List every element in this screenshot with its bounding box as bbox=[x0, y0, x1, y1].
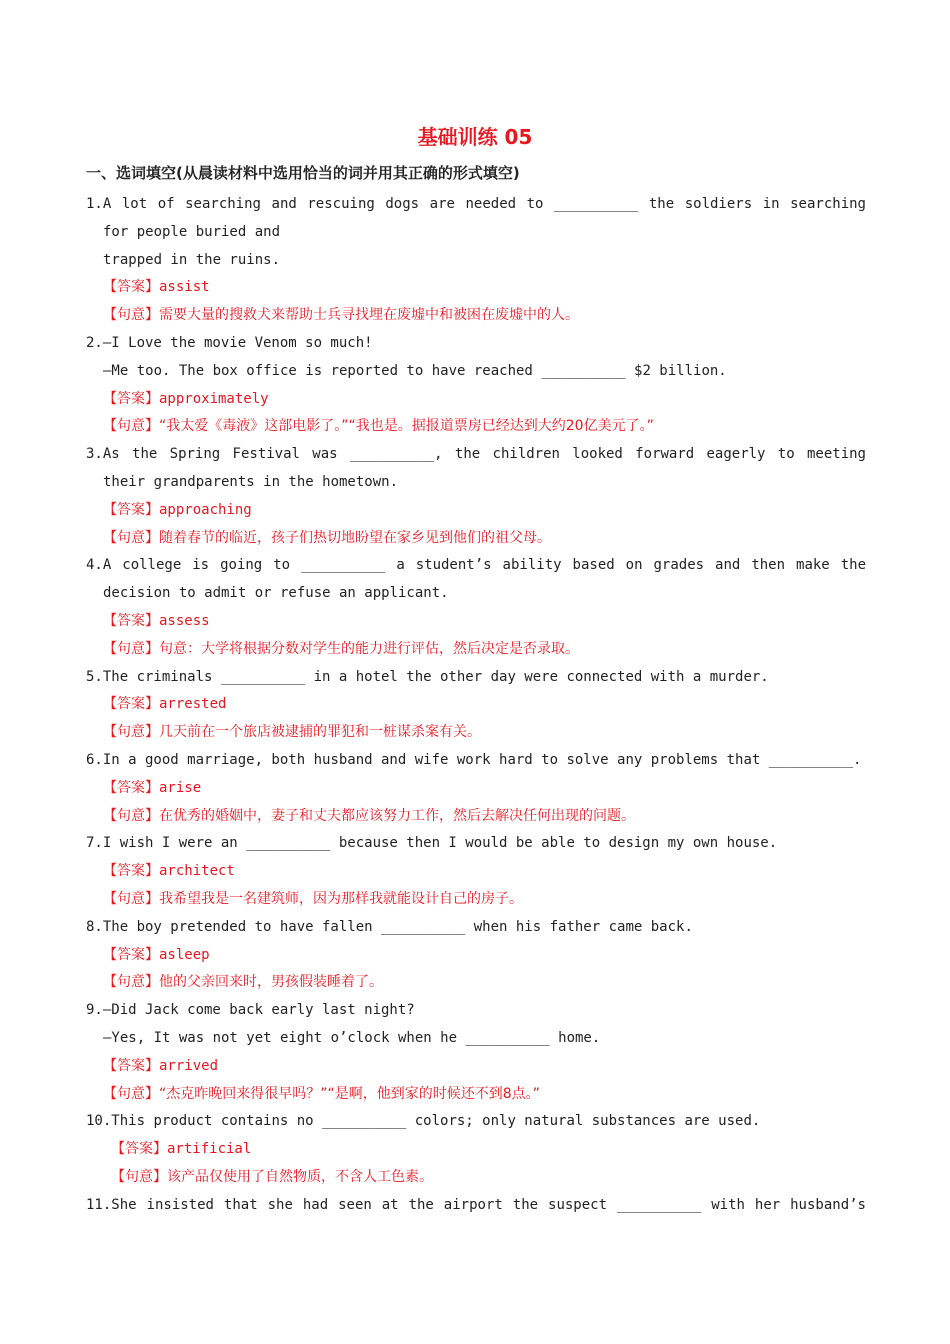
question-line bbox=[86, 997, 866, 1025]
question-line: for people buried and bbox=[103, 223, 281, 240]
answer-text: approximately bbox=[159, 390, 269, 407]
question-line bbox=[86, 914, 866, 942]
meaning-text: 该产品仅使用了自然物质，不含人工色素。 bbox=[167, 1168, 433, 1185]
question-number: 8. bbox=[86, 918, 103, 935]
question-line: decision to admit or refuse an applicant. bbox=[103, 585, 449, 602]
question-number: 10. bbox=[86, 1113, 112, 1130]
section-heading: 一、选词填空(从晨读材料中选用恰当的词并用其正确的形式填空) bbox=[86, 164, 520, 182]
meaning-text: 几天前在一个旅店被逮捕的罪犯和一桩谋杀案有关。 bbox=[159, 724, 481, 741]
answer-text: assist bbox=[159, 279, 210, 296]
answer-tag: 【答案】 bbox=[103, 696, 159, 713]
answer-tag: 【答案】 bbox=[103, 1057, 159, 1074]
question-line bbox=[86, 191, 866, 219]
page-title: 基础训练 05 bbox=[417, 125, 533, 149]
meaning-tag: 【句意】 bbox=[103, 418, 159, 435]
meaning-text: “杰克昨晚回来得很早吗？”“是啊，他到家的时候还不到8点。” bbox=[159, 1085, 540, 1102]
meaning-line bbox=[86, 525, 866, 553]
answer-line bbox=[86, 497, 866, 525]
meaning-text: 需要大量的搜救犬来帮助士兵寻找埋在废墟中和被困在废墟中的人。 bbox=[159, 307, 579, 324]
question-line bbox=[86, 1108, 866, 1136]
meaning-tag: 【句意】 bbox=[103, 307, 159, 324]
question-number: 11. bbox=[86, 1196, 112, 1213]
question-2 bbox=[86, 330, 866, 441]
meaning-line bbox=[86, 1164, 866, 1192]
question-text: The criminals __________ in a hotel the other day were connected with a murder. bbox=[102, 668, 769, 685]
question-list bbox=[86, 191, 866, 1219]
answer-tag: 【答案】 bbox=[103, 279, 159, 296]
meaning-text: 随着春节的临近，孩子们热切地盼望在家乡见到他们的祖父母。 bbox=[159, 529, 551, 546]
question-line bbox=[86, 664, 866, 692]
question-line: their grandparents in the hometown. bbox=[103, 473, 399, 490]
question-text: This product contains no __________ colors; only natural substances are used. bbox=[111, 1113, 761, 1130]
meaning-text: 在优秀的婚姻中，妻子和丈夫都应该努力工作，然后去解决任何出现的问题。 bbox=[159, 807, 635, 824]
question-10 bbox=[86, 1108, 866, 1191]
answer-tag: 【答案】 bbox=[103, 779, 159, 796]
meaning-tag: 【句意】 bbox=[111, 1168, 167, 1185]
meaning-line bbox=[86, 719, 866, 747]
meaning-line bbox=[86, 1081, 866, 1109]
question-text: A college is going to __________ a student’s ability based on grades and then make the bbox=[102, 557, 866, 574]
question-3 bbox=[86, 441, 866, 552]
answer-tag: 【答案】 bbox=[111, 1141, 167, 1158]
question-line bbox=[86, 1192, 866, 1220]
question-number: 9. bbox=[86, 1002, 103, 1019]
question-number: 7. bbox=[86, 835, 103, 852]
question-line bbox=[86, 747, 866, 775]
question-text: A lot of searching and rescuing dogs are needed to __________ the soldiers in searching bbox=[102, 196, 866, 212]
question-number: 4. bbox=[86, 557, 103, 574]
meaning-line bbox=[86, 803, 866, 831]
question-line bbox=[86, 330, 866, 358]
answer-text: asleep bbox=[159, 946, 210, 963]
answer-text: arrested bbox=[159, 696, 227, 713]
question-text: In a good marriage, both husband and wife work hard to solve any problems that __________. bbox=[102, 751, 862, 768]
meaning-tag: 【句意】 bbox=[103, 724, 159, 741]
meaning-line bbox=[86, 886, 866, 914]
question-line: trapped in the ruins. bbox=[103, 251, 281, 268]
answer-line bbox=[86, 608, 866, 636]
question-11 bbox=[86, 1192, 866, 1220]
meaning-line bbox=[86, 636, 866, 664]
meaning-text: “我太爱《毒液》这部电影了。”“我也是。据报道票房已经达到大约20亿美元了。” bbox=[159, 418, 654, 435]
meaning-text: 句意：大学将根据分数对学生的能力进行评估，然后决定是否录取。 bbox=[159, 640, 579, 657]
question-1 bbox=[86, 191, 866, 330]
answer-line bbox=[86, 1136, 866, 1164]
meaning-text: 他的父亲回来时，男孩假装睡着了。 bbox=[159, 974, 383, 991]
meaning-line bbox=[86, 302, 866, 330]
question-text: —I Love the movie Venom so much! bbox=[102, 334, 373, 351]
answer-text: approaching bbox=[159, 501, 252, 518]
answer-tag: 【答案】 bbox=[103, 390, 159, 407]
question-7 bbox=[86, 830, 866, 913]
meaning-tag: 【句意】 bbox=[103, 640, 159, 657]
answer-line bbox=[86, 691, 866, 719]
answer-tag: 【答案】 bbox=[103, 863, 159, 880]
question-line: —Yes, It was not yet eight o’clock when he __________ home. bbox=[103, 1029, 601, 1046]
answer-line bbox=[86, 274, 866, 302]
meaning-line bbox=[86, 969, 866, 997]
answer-text: arise bbox=[159, 779, 202, 796]
question-line bbox=[86, 552, 866, 580]
answer-line bbox=[86, 775, 866, 803]
question-5 bbox=[86, 664, 866, 747]
answer-line bbox=[86, 1053, 866, 1081]
meaning-tag: 【句意】 bbox=[103, 890, 159, 907]
meaning-tag: 【句意】 bbox=[103, 529, 159, 546]
question-line bbox=[86, 830, 866, 858]
question-6 bbox=[86, 747, 866, 830]
meaning-line bbox=[86, 413, 866, 441]
question-text: As the Spring Festival was __________, the children looked forward eagerly to meeting bbox=[102, 446, 866, 463]
answer-line bbox=[86, 942, 866, 970]
question-number: 6. bbox=[86, 751, 103, 768]
answer-tag: 【答案】 bbox=[103, 946, 159, 963]
meaning-tag: 【句意】 bbox=[103, 1085, 159, 1102]
question-number: 5. bbox=[86, 668, 103, 685]
question-9 bbox=[86, 997, 866, 1108]
answer-tag: 【答案】 bbox=[103, 612, 159, 629]
answer-text: artificial bbox=[167, 1141, 252, 1158]
answer-line bbox=[86, 858, 866, 886]
question-number: 1. bbox=[86, 196, 103, 212]
question-text: —Did Jack come back early last night? bbox=[102, 1002, 415, 1019]
question-text: She insisted that she had seen at the airport the suspect __________ with her husband’s bbox=[111, 1196, 866, 1213]
answer-text: arrived bbox=[159, 1057, 219, 1074]
question-8 bbox=[86, 914, 866, 997]
question-text: I wish I were an __________ because then I would be able to design my own house. bbox=[102, 835, 778, 852]
question-number: 2. bbox=[86, 334, 103, 351]
question-4 bbox=[86, 552, 866, 663]
question-number: 3. bbox=[86, 446, 103, 463]
question-line bbox=[86, 441, 866, 469]
answer-text: architect bbox=[159, 863, 235, 880]
answer-line bbox=[86, 386, 866, 414]
question-line: —Me too. The box office is reported to have reached __________ $2 billion. bbox=[103, 362, 727, 379]
meaning-tag: 【句意】 bbox=[103, 807, 159, 824]
answer-text: assess bbox=[159, 612, 210, 629]
meaning-tag: 【句意】 bbox=[103, 974, 159, 991]
meaning-text: 我希望我是一名建筑师，因为那样我就能设计自己的房子。 bbox=[159, 890, 523, 907]
question-text: The boy pretended to have fallen __________ when his father came back. bbox=[102, 918, 693, 935]
answer-tag: 【答案】 bbox=[103, 501, 159, 518]
